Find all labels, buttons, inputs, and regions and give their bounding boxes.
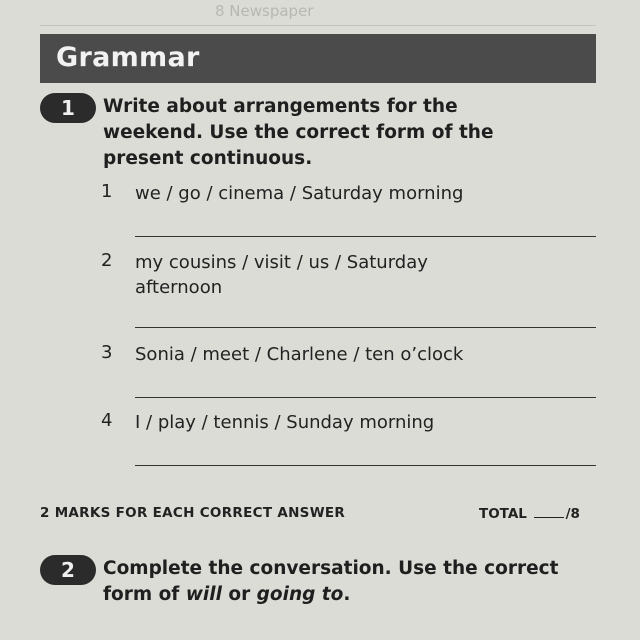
item-number: 1 xyxy=(101,181,113,202)
item-prompt: Sonia / meet / Charlene / ten o’clock xyxy=(135,344,464,365)
answer-line[interactable] xyxy=(135,236,596,237)
section-title: Grammar xyxy=(56,42,200,73)
item-number: 4 xyxy=(101,410,113,431)
section-banner xyxy=(40,34,596,83)
instruction-line: Write about arrangements for the xyxy=(103,96,458,117)
item-prompt: I / play / tennis / Sunday morning xyxy=(135,412,435,433)
total-label: TOTAL xyxy=(479,506,527,522)
exercise-number-badge: 2 xyxy=(40,555,96,585)
bleed-through-rule xyxy=(40,25,596,26)
instruction-line xyxy=(103,582,613,608)
answer-line[interactable] xyxy=(135,327,596,328)
exercise-instruction xyxy=(103,94,583,172)
answer-line[interactable] xyxy=(135,397,596,398)
item-prompt-continued: afternoon xyxy=(135,277,223,298)
instruction-line: present continuous. xyxy=(103,148,313,169)
instruction-line: Complete the conversation. Use the correct xyxy=(103,558,559,579)
instruction-text: form of xyxy=(103,584,186,605)
item-prompt: we / go / cinema / Saturday morning xyxy=(135,183,464,204)
item-prompt: my cousins / visit / us / Saturday xyxy=(135,252,428,273)
marks-label: 2 MARKS FOR EACH CORRECT ANSWER xyxy=(40,505,346,521)
bleed-through-header: 8 Newspaper xyxy=(215,2,314,20)
instruction-line: weekend. Use the correct form of the xyxy=(103,122,494,143)
answer-line[interactable] xyxy=(135,465,596,466)
total-blank[interactable] xyxy=(534,505,564,518)
total-denominator: /8 xyxy=(565,506,580,522)
keyword-going-to: going to xyxy=(256,584,344,605)
exercise-instruction xyxy=(103,556,613,608)
item-number: 2 xyxy=(101,250,113,271)
item-number: 3 xyxy=(101,342,113,363)
instruction-text: or xyxy=(221,584,257,605)
keyword-will: will xyxy=(185,584,222,605)
instruction-text: . xyxy=(343,584,351,605)
total-score xyxy=(479,505,580,522)
exercise-number-badge: 1 xyxy=(40,93,96,123)
